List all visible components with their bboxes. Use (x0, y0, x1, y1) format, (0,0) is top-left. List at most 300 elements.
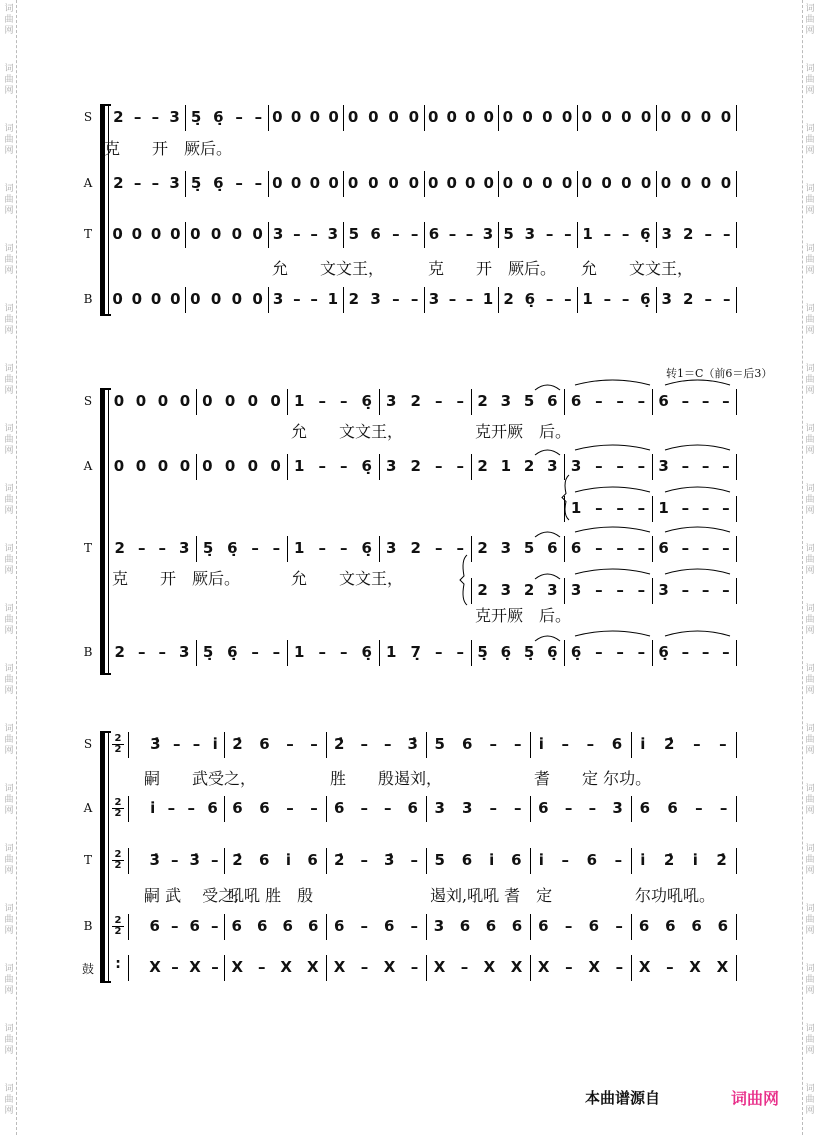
note: 0 (170, 290, 181, 308)
note: 5 (523, 392, 535, 410)
watermark-glyph: 曲 (4, 1035, 14, 1045)
slur (575, 445, 650, 450)
note: 1 (294, 539, 305, 557)
note: 0 (252, 290, 263, 308)
watermark-glyph: 网 (4, 86, 14, 96)
note: 6 (611, 735, 623, 753)
note: – (465, 225, 474, 243)
watermark-glyph: 网 (4, 626, 14, 636)
note: – (701, 581, 710, 599)
note: 0 (601, 108, 612, 126)
note: – (187, 799, 196, 817)
note: – (171, 958, 179, 976)
watermark-glyph: 词 (805, 844, 815, 854)
note: – (564, 225, 572, 243)
note: 6̣ (361, 643, 372, 661)
note: 3 (500, 539, 512, 557)
brand-logo-text: 词曲网 (731, 1089, 780, 1108)
note: – (561, 851, 570, 869)
note: 0 (561, 174, 573, 192)
note: – (384, 799, 392, 817)
note: – (310, 799, 318, 817)
note: 2 (682, 225, 694, 243)
note: 0 (309, 174, 321, 192)
note: 2̇ (232, 851, 243, 869)
slur (535, 450, 560, 455)
voice-label-s: S (83, 737, 93, 751)
note: 0 (660, 108, 672, 126)
note: – (637, 392, 646, 410)
note: 1 (482, 290, 494, 308)
note: 0 (131, 225, 143, 243)
note: – (637, 643, 646, 661)
note: 0 (347, 174, 359, 192)
note: X (588, 958, 600, 976)
note: – (489, 799, 497, 817)
note: – (360, 958, 369, 976)
voice-label-t: T (83, 541, 92, 555)
note: 3 (570, 581, 582, 599)
note: – (310, 225, 318, 243)
lyric-line: 吼吼 胜 殷 (228, 886, 314, 905)
note: i̇ (640, 735, 646, 753)
watermark-glyph: 曲 (4, 735, 14, 745)
note: – (595, 457, 603, 475)
note: – (719, 735, 727, 753)
note: i̇ (285, 851, 291, 869)
note: – (719, 799, 728, 817)
note: 6 (586, 851, 598, 869)
note: 2̇ (716, 851, 727, 869)
note: X (689, 958, 701, 976)
note: – (695, 799, 703, 817)
note: 0 (309, 108, 321, 126)
note: 2 (477, 581, 488, 599)
watermark-glyph: 网 (805, 206, 815, 216)
watermark-glyph: 网 (805, 506, 815, 516)
voice-label-a: A (83, 176, 93, 190)
note: 6 (459, 917, 471, 935)
note: 0 (150, 290, 162, 308)
voice-label-t: T (83, 227, 92, 241)
note: 5 (434, 735, 445, 753)
note: 0 (680, 108, 692, 126)
voice-label-b: B (83, 919, 93, 933)
note: 3 (482, 225, 494, 243)
watermark-glyph: 网 (4, 566, 14, 576)
note: 6̣ (547, 643, 558, 661)
note: – (410, 958, 419, 976)
note: 6 (259, 851, 270, 869)
watermark-glyph: 曲 (805, 615, 815, 625)
note: X (483, 958, 496, 976)
note: 1 (582, 290, 593, 308)
watermark-glyph: 网 (805, 86, 815, 96)
watermark-glyph: 曲 (4, 195, 14, 205)
note: 0 (408, 108, 420, 126)
note: – (384, 735, 392, 753)
note: 3 (370, 290, 381, 308)
note: – (410, 290, 419, 308)
lyric-line: 尔功吼吼。 (635, 886, 716, 905)
note: 6̣ (361, 392, 372, 410)
note: – (360, 851, 368, 869)
note: 3 (169, 174, 180, 192)
note: 6̣ (227, 643, 238, 661)
watermark-glyph: 词 (805, 664, 815, 674)
note: 0 (272, 174, 283, 192)
watermark-glyph: 网 (4, 26, 14, 36)
watermark-glyph: 曲 (805, 1035, 815, 1045)
note: 6̣ (658, 643, 669, 661)
note: – (513, 799, 522, 817)
note: – (360, 735, 368, 753)
note: 3 (570, 457, 582, 475)
note: 6 (232, 799, 243, 817)
watermark-glyph: 网 (805, 626, 815, 636)
watermark-glyph: 网 (4, 686, 14, 696)
note: 2 (113, 174, 124, 192)
note: 6̣ (361, 539, 372, 557)
note: 0 (660, 174, 672, 192)
note: 2̇ (232, 735, 243, 753)
note: – (286, 799, 294, 817)
note: 0 (720, 108, 732, 126)
note: – (722, 457, 730, 475)
watermark-glyph: 曲 (4, 615, 14, 625)
note: – (158, 539, 167, 557)
watermark-glyph: 网 (805, 806, 815, 816)
note: – (340, 392, 348, 410)
watermark-glyph: 词 (4, 724, 14, 734)
note: 0 (328, 108, 339, 126)
note: 0 (290, 174, 302, 192)
watermark-glyph: 网 (805, 146, 815, 156)
note: 5̣ (190, 174, 202, 192)
watermark-glyph: 词 (4, 4, 14, 14)
note: 0 (428, 108, 439, 126)
note: – (722, 581, 730, 599)
note: X (510, 958, 523, 976)
note: 3 (461, 799, 473, 817)
note: – (621, 225, 630, 243)
watermark-glyph: 网 (805, 866, 815, 876)
lyric-line: 克 开 厥后。 (112, 569, 241, 588)
note: 6 (658, 539, 669, 557)
watermark-glyph: 网 (4, 926, 14, 936)
note: – (595, 539, 603, 557)
watermark-glyph: 网 (4, 506, 14, 516)
watermark-glyph: 网 (4, 266, 14, 276)
watermark-glyph: 词 (805, 904, 815, 914)
note: – (722, 539, 730, 557)
note: 0 (112, 225, 123, 243)
note: – (170, 851, 179, 869)
note: 6̣ (213, 108, 224, 126)
note: 0 (446, 174, 457, 192)
note: – (616, 539, 624, 557)
note: – (603, 290, 612, 308)
note: 0 (247, 392, 259, 410)
note: 3̇ (407, 735, 418, 753)
watermark-glyph: 词 (4, 244, 14, 254)
watermark-glyph: 曲 (4, 975, 14, 985)
note: 5 (523, 539, 535, 557)
note: 1 (658, 499, 669, 517)
note: – (586, 735, 595, 753)
note: 2 (410, 539, 421, 557)
note: 6 (547, 539, 558, 557)
note: 3̇ (384, 851, 395, 869)
note: – (588, 799, 597, 817)
note: 0 (446, 108, 457, 126)
note: 6̣ (227, 539, 238, 557)
watermark-glyph: 词 (4, 664, 14, 674)
watermark-glyph: 曲 (805, 15, 815, 25)
watermark-glyph: 网 (805, 986, 815, 996)
watermark-glyph: 网 (4, 866, 14, 876)
lyric-line: 胜 殷遏刘， (330, 769, 443, 788)
note: – (360, 799, 368, 817)
note: X (716, 958, 729, 976)
note: i̇ (150, 799, 156, 817)
note: 2 (114, 539, 125, 557)
voice-label-t: T (83, 853, 92, 867)
watermark-glyph: 曲 (805, 555, 815, 565)
lyric-line: 克 开 厥后。 (428, 259, 557, 278)
watermark-glyph: 曲 (805, 675, 815, 685)
lyric-line: 允 文文王， (291, 569, 404, 588)
note: X (189, 958, 201, 976)
watermark-glyph: 网 (4, 146, 14, 156)
slur (575, 631, 650, 636)
watermark-glyph: 网 (805, 26, 815, 36)
slur (535, 532, 560, 537)
note: 6 (639, 799, 651, 817)
watermark-glyph: 词 (805, 604, 815, 614)
note: 0 (290, 108, 302, 126)
note: 3 (386, 457, 397, 475)
note: 0 (581, 108, 593, 126)
note: – (293, 290, 301, 308)
note: – (564, 290, 572, 308)
watermark-glyph: 曲 (805, 195, 815, 205)
note: – (410, 225, 419, 243)
note: X (537, 958, 550, 976)
note: 0 (621, 108, 632, 126)
watermark-glyph: 词 (4, 784, 14, 794)
note: – (272, 643, 281, 661)
note: 0 (522, 108, 533, 126)
note: – (595, 392, 603, 410)
note: – (614, 851, 623, 869)
note: 0 (502, 108, 514, 126)
note: – (513, 735, 522, 753)
note: 0 (231, 290, 243, 308)
note: 3 (169, 108, 180, 126)
watermark-glyph: 网 (805, 266, 815, 276)
watermark-glyph: 网 (805, 1106, 815, 1116)
note: 6 (570, 539, 582, 557)
note: – (616, 392, 624, 410)
watermark-glyph: 网 (4, 1046, 14, 1056)
note: X (306, 958, 319, 976)
slur (575, 487, 650, 492)
watermark-glyph: 词 (805, 484, 815, 494)
note: 0 (131, 290, 143, 308)
note: 0 (542, 108, 553, 126)
note: 0 (542, 174, 553, 192)
watermark-glyph: 曲 (4, 1095, 14, 1105)
note: – (251, 539, 259, 557)
note: 6 (384, 917, 395, 935)
note: 3 (547, 457, 558, 475)
watermark-glyph: 网 (4, 746, 14, 756)
note: 3̇ (149, 851, 160, 869)
note: – (158, 643, 167, 661)
note: 0 (388, 174, 399, 192)
watermark-glyph: 曲 (805, 975, 815, 985)
note: 2 (523, 581, 535, 599)
note: 6 (334, 917, 345, 935)
note: – (722, 643, 730, 661)
note: 5̣ (202, 643, 214, 661)
watermark-glyph: 网 (805, 326, 815, 336)
note: – (137, 539, 146, 557)
note: – (456, 457, 464, 475)
watermark-glyph: 词 (4, 124, 14, 134)
watermark-glyph: 词 (805, 184, 815, 194)
note: – (681, 581, 690, 599)
note: 2 (114, 643, 125, 661)
note: X (149, 958, 161, 976)
note: i̇ (640, 851, 646, 869)
lyric-line: 允 文文王， (291, 422, 404, 441)
slur (535, 574, 560, 579)
slur (665, 527, 730, 532)
note: 6̣ (570, 643, 582, 661)
watermark-glyph: 词 (4, 964, 14, 974)
note: 6 (307, 851, 318, 869)
watermark-glyph: 曲 (4, 795, 14, 805)
note: 3 (434, 799, 445, 817)
repeat-sign: : (115, 956, 121, 972)
note: 0 (700, 108, 712, 126)
note: 0 (252, 225, 263, 243)
note: 0 (247, 457, 259, 475)
watermark-glyph: 曲 (4, 555, 14, 565)
note: – (545, 225, 554, 243)
watermark-glyph: 曲 (805, 1095, 815, 1105)
note: – (722, 225, 731, 243)
note: – (192, 735, 201, 753)
watermark-glyph: 曲 (4, 135, 14, 145)
watermark-glyph: 词 (805, 1024, 815, 1034)
note: – (681, 457, 690, 475)
note: – (434, 539, 443, 557)
watermark-glyph: 曲 (805, 855, 815, 865)
note: 0 (428, 174, 439, 192)
note: 0 (224, 392, 236, 410)
note: – (616, 499, 624, 517)
note: 0 (113, 392, 125, 410)
note: 6 (638, 917, 650, 935)
note: 0 (272, 108, 283, 126)
note: 3 (272, 225, 284, 243)
note: – (666, 958, 674, 976)
watermark-glyph: 网 (4, 1106, 14, 1116)
watermark-glyph: 词 (4, 364, 14, 374)
note: 6̣ (640, 290, 651, 308)
watermark-glyph: 网 (4, 446, 14, 456)
note: – (151, 108, 160, 126)
note: 0 (408, 174, 420, 192)
note: 2 (410, 392, 421, 410)
note: – (637, 457, 646, 475)
note: 5̣ (477, 643, 488, 661)
note: – (410, 917, 418, 935)
slur (665, 445, 730, 450)
divisi-brace (562, 475, 569, 520)
note: X (231, 958, 244, 976)
note: – (210, 851, 219, 869)
lyric-line: 允 文文王， (272, 259, 385, 278)
watermark-glyph: 词 (805, 424, 815, 434)
watermark-glyph: 曲 (805, 135, 815, 145)
lyric-line: 克 开 厥后。 (104, 139, 233, 158)
note: 3 (658, 457, 669, 475)
watermark-glyph: 曲 (805, 75, 815, 85)
note: 2 (503, 290, 514, 308)
voice-label-drum: 鼓 (81, 962, 94, 976)
note: – (456, 539, 464, 557)
note: 6 (511, 917, 523, 935)
time-signature: 2 2 (112, 916, 124, 937)
note: 6 (308, 917, 319, 935)
note: – (340, 643, 348, 661)
note: 5̣ (523, 643, 535, 661)
watermark-glyph: 网 (805, 926, 815, 936)
note: 2 (477, 392, 488, 410)
note: 0 (112, 290, 123, 308)
note: – (704, 290, 712, 308)
note: 0 (368, 174, 379, 192)
watermark-glyph: 词 (805, 724, 815, 734)
time-signature: 2 2 (112, 734, 124, 755)
watermark-glyph: 词 (4, 64, 14, 74)
note: 2̇ (334, 851, 345, 869)
watermark-glyph: 词 (4, 484, 14, 494)
source-text: 本曲谱源自 (585, 1089, 661, 1107)
note: – (318, 457, 326, 475)
watermark-glyph: 曲 (805, 915, 815, 925)
note: i̇ (692, 851, 698, 869)
note: 5 (348, 225, 360, 243)
note: 2 (682, 290, 694, 308)
note: – (167, 799, 176, 817)
note: 0 (388, 108, 399, 126)
slur (575, 527, 650, 532)
note: – (701, 643, 710, 661)
note: 0 (601, 174, 612, 192)
watermark-glyph: 网 (805, 686, 815, 696)
note: 5̣ (202, 539, 214, 557)
note: 5̣ (190, 108, 202, 126)
note: 2 (477, 539, 488, 557)
note: 0 (483, 174, 494, 192)
note: 3 (428, 290, 440, 308)
note: – (133, 108, 142, 126)
